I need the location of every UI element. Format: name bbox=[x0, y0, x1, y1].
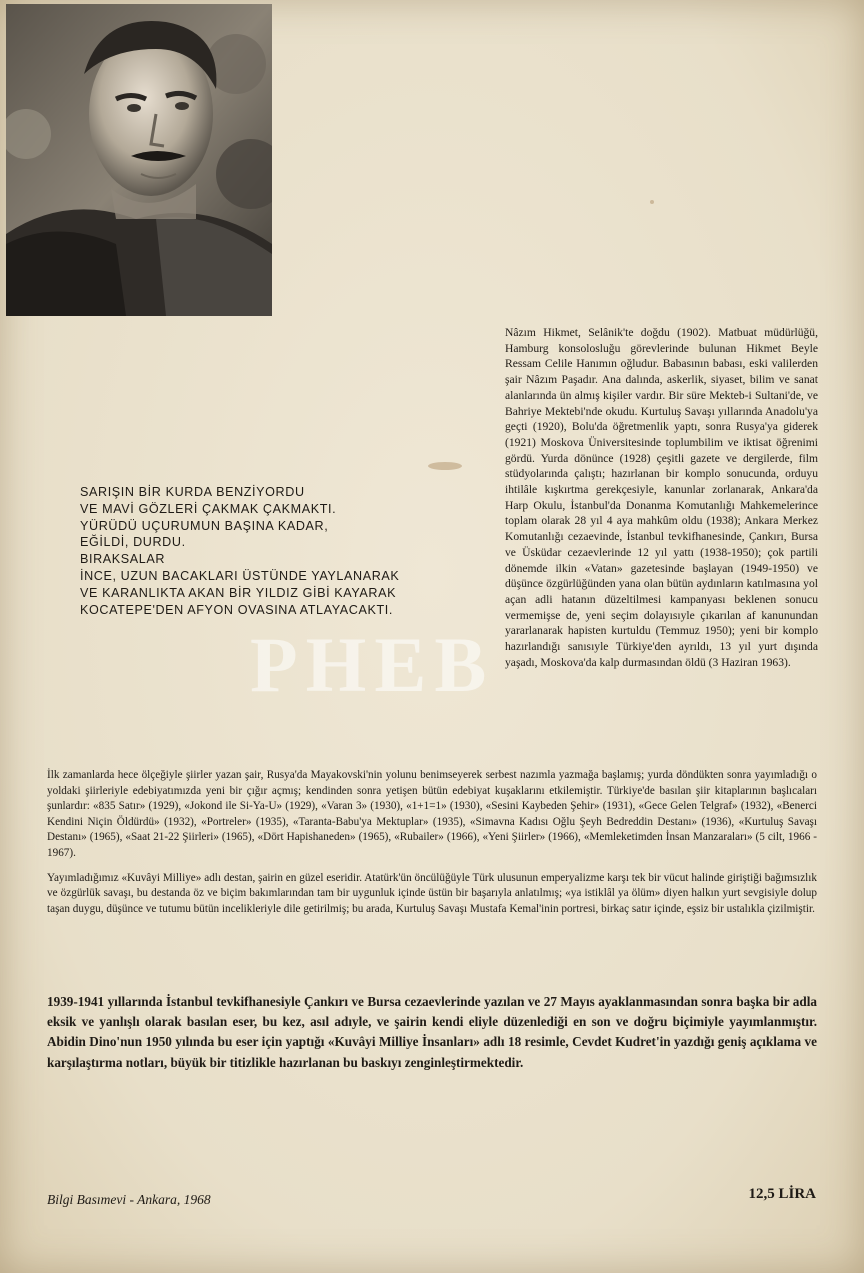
paper-stain bbox=[428, 462, 462, 470]
paper-stain bbox=[650, 200, 654, 204]
works-section bbox=[47, 768, 817, 926]
publisher-imprint: Bilgi Basımevi - Ankara, 1968 bbox=[47, 1192, 211, 1207]
poem-line: KOCATEPE'DEN AFYON OVASINA ATLAYACAKTI. bbox=[80, 602, 393, 617]
works-paragraph: İlk zamanlarda hece ölçeğiyle şiirler yazan şair, Rusya'da Mayakovski'nin yolunu benimseyerek serbest nazımla yazmağa başlamış; yurda döndükten sonra yayımladığı o yoldaki şiirleriyle edebiyatımızda yeni bir çığır açmış; kendinden sonra yetişen bütün edebiyat kuşaklarını etkilemiştir. Türkiye'de basılan şiir kitaplarının başlıcaları şunlardır: «835 Satır» (1929), «Jokond ile Si-Ya-U» (1929), «Varan 3» (1930), «1+1=1» (1930), «Sesini Kaybeden Şehir» (1931), «Gece Gelen Telgraf» (1932), «Benerci Kendini Niçin Öldürdü» (1932), «Portreler» (1935), «Taranta-Babu'ya Mektuplar» (1935), «Simavna Kadısı Oğlu Şeyh Bedreddin Destanı» (1936), «Kurtuluş Savaşı Destanı» (1965), «Saat 21-22 Şiirleri» (1965), «Dört Hapishaneden» (1965), «Rubailer» (1966), «Yeni Şiirler» (1966), «Memleketimden İnsan Manzaraları» (5 cilt, 1966 - 1967). bbox=[47, 769, 817, 859]
portrait-image bbox=[6, 4, 272, 316]
poem-line: İNCE, UZUN BACAKLARI ÜSTÜNDE YAYLANARAK bbox=[80, 568, 400, 583]
price-label: 12,5 LİRA bbox=[748, 1186, 816, 1202]
poem-line: VE KARANLIKTA AKAN BİR YILDIZ GİBİ KAYARAK bbox=[80, 585, 397, 600]
poem-line: YÜRÜDÜ UÇURUMUN BAŞINA KADAR, bbox=[80, 518, 329, 533]
epic-paragraph: Yayımladığımız «Kuvâyi Milliye» adlı destan, şairin en güzel eseridir. Atatürk'ün öncülüğüyle Türk ulusunun emperyalizme karşı tek bir vücut halinde giriştiği bağımsızlık ve özgürlük savaşı, bu destanda öz ve biçim bakımlarından tam bir uygunluk içinde üstün bir başarıyla anlatılmış; «ya istiklâl ya ölüm» diyen halkın yurt sevgisiyle dolup taşan duygu, düşünce ve tutumu bütün incelikleriyle dile getirilmiş; bu arada, Kurtuluş Savaşı Mustafa Kemal'inin portresi, birkaç satır içinde, eşsiz bir ustalıkla çizilmiştir. bbox=[47, 871, 817, 915]
author-biography: Nâzım Hikmet, Selânik'te doğdu (1902). Matbuat müdürlüğü, Hamburg konsolosluğu görevlerinde bulunan Hikmet Beyle Ressam Celile Hanımın oğludur. Babasının babası, eski valilerden şair Nâzım Paşadır. Ana dalında, askerlik, siyaset, bilim ve sanat alanlarında ün almış kişiler vardır. Bir süre Mekteb-i Sultani'de, ve Bahriye Mektebi'nde okudu. Kurtuluş Savaşı yıllarında Anadolu'ya geçti (1920), Bolu'da öğretmenlik yaptı, sonra Rusya'ya giderek (1921) Moskova Üniversitesinde toplumbilim ve iktisat öğrenimi gördü. Yurda dönünce (1928) çeşitli gazete ve dergilerde, film stüdyolarında çalıştı; hazırlanan bir komplo sonucunda, orduyu ihtilâle kışkırtma gerekçesiyle, kanunlar zorlanarak, Ankara'da Harp Okulu, İstanbul'da Donanma Komutanlığı Mahkemelerince toplam olarak 28 yıl 4 aya mahkûm oldu (1938); Ankara Merkez Komutanlığı cezaevinde, İstanbul tevkifhanesinde, Çankırı, Bursa ve Üsküdar cezaevlerinde 12 yıl yattı (1938-1950); çok partili dönemde ilkin «Vatan» gazetesinde başlayan (1949-1950) ve düşünce özgürlüğünden yana olan bütün aydınların katılmasına yol açan adli hatanın düzeltilmesi kampanyası beklenen sonucu vermemişse de, yeni seçim dolayısıyle çıkarılan af kanunundan yararlanarak hapisten kurtuldu (Temmuz 1950); yeni bir komplo hazırlandığı sanısıyle Türkiye'den ayrıldı, 13 yıl yurt dışında yaşadı, Moskova'da kalp durmasından öldü (3 Haziran 1963). bbox=[505, 326, 818, 669]
poem-line: SARIŞIN BİR KURDA BENZİYORDU bbox=[80, 485, 305, 499]
poem-line: BIRAKSALAR bbox=[80, 552, 166, 567]
poem-line: VE MAVİ GÖZLERİ ÇAKMAK ÇAKMAKTI. bbox=[80, 501, 337, 516]
poem-line: EĞİLDİ, DURDU. bbox=[80, 535, 186, 550]
edition-paragraph: 1939-1941 yıllarında İstanbul tevkifhanesiyle Çankırı ve Bursa cezaevlerinde yazılan ve 27 Mayıs ayaklanmasından sonra başka bir adla eksik ve yanlışlı olarak basılan eser, bu kez, asıl adıyle, ve şairin kendi eliyle düzenlediği en son ve doğru biçimiyle yayımlanmıştır. Abidin Dino'nun 1950 yılında bu eser için yaptığı «Kuvâyi Milliye İnsanları» adlı 18 resimle, Cevdet Kudret'in yazdığı geniş açıklama ve karşılaştırma notları, büyük bir titizlikle hazırlanan bu baskıyı zenginleştirmektedir. bbox=[47, 994, 817, 1070]
author-portrait-photo bbox=[6, 4, 272, 316]
watermark: PHEB bbox=[250, 621, 495, 708]
poem-excerpt bbox=[80, 484, 480, 618]
